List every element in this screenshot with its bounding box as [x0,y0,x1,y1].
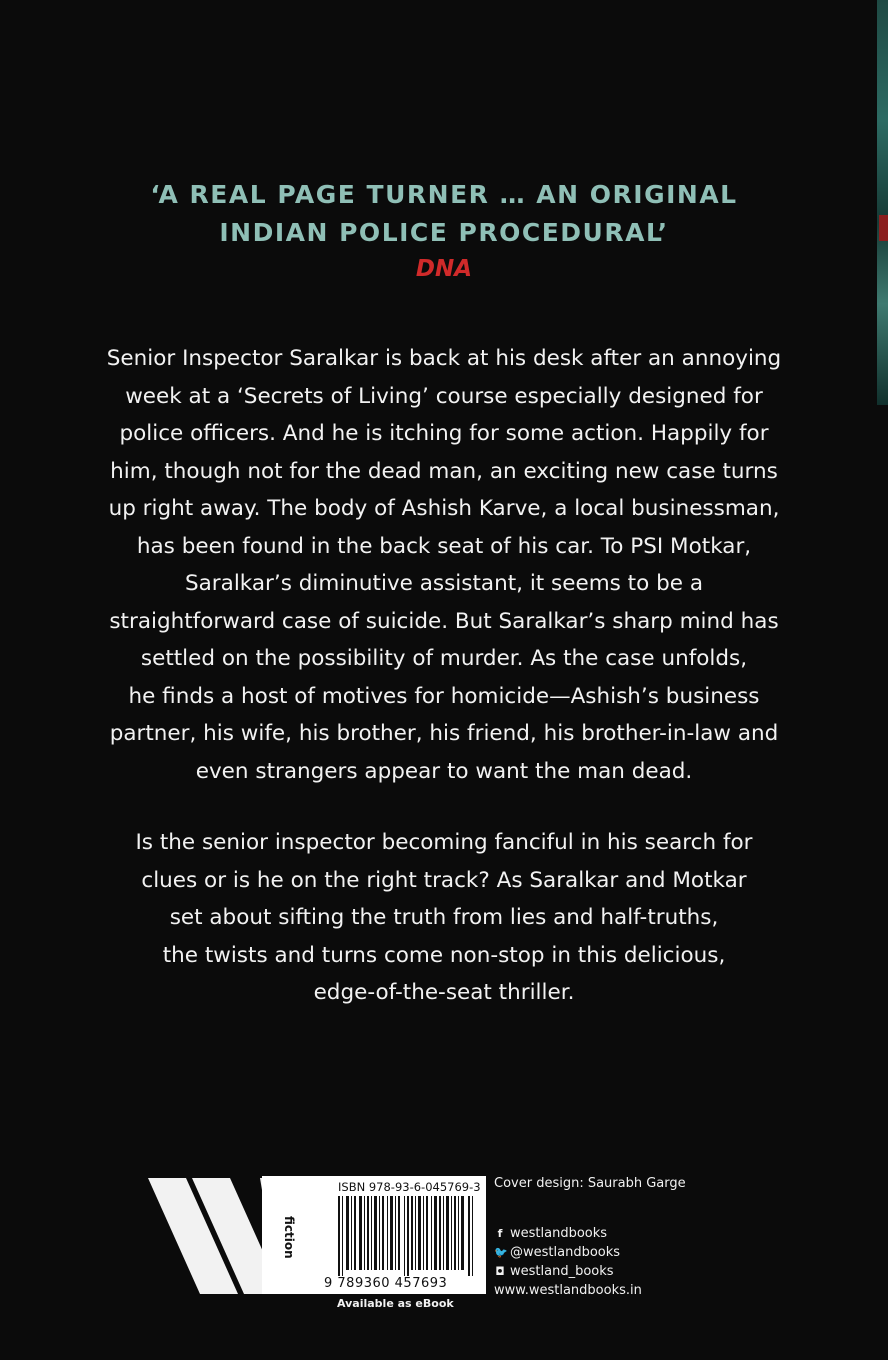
quote-source: DNA [415,256,473,282]
social-twitter [494,1243,642,1262]
blurb-line: Saralkar’s diminutive assistant, it seems to be a [184,571,703,596]
quote-line-1: ‘A REAL PAGE TURNER … AN ORIGINAL [150,180,738,209]
blurb-line: set about sifting the truth from lies and half-truths, [169,905,719,930]
ebook-note: Available as eBook [337,1297,454,1310]
blurb-paragraph-2 [60,824,828,1012]
social-links [494,1224,642,1300]
blurb-line: him, though not for the dead man, an exciting new case turns [110,458,778,484]
twitter-handle: @westlandbooks [510,1245,621,1260]
quote-line-2: INDIAN POLICE PROCEDURAL’ [219,218,669,247]
social-instagram [494,1262,642,1281]
blurb-line: Is the senior inspector becoming fanciful in his search for [135,830,753,855]
website-row [494,1281,642,1300]
isbn-digits: 9 789360 457693 [324,1276,448,1291]
review-quote [0,176,888,252]
blurb-paragraph-1 [60,340,828,790]
blurb-line: week at a ‘Secrets of Living’ course especially designed for [125,383,763,409]
blurb-line: Senior Inspector Saralkar is back at his desk after an annoying [106,346,782,371]
facebook-icon: f [497,1227,503,1240]
blurb-line: even strangers appear to want the man dead. [195,758,693,784]
blurb-line: the twists and turns come non-stop in this delicious, [162,942,726,968]
instagram-handle: westland_books [510,1264,614,1279]
isbn-label: ISBN 978-93-6-045769-3 [338,1180,481,1194]
barcode [338,1196,478,1276]
genre-label: fiction [282,1216,296,1259]
twitter-icon: 🐦 [494,1246,508,1259]
blurb-line: has been found in the back seat of his car. To PSI Motkar, [136,533,752,559]
blurb-line: settled on the possibility of murder. As the case unfolds, [140,646,748,671]
blurb-line: he finds a host of motives for homicide—Ashish’s business [128,683,760,709]
blurb-line: clues or is he on the right track? As Saralkar and Motkar [141,867,747,893]
instagram-icon: ◘ [495,1265,505,1278]
blurb-line: edge-of-the-seat thriller. [313,980,575,1005]
blurb-line: police officers. And he is itching for some action. Happily for [119,421,769,446]
facebook-handle: westlandbooks [510,1226,608,1241]
blurb-line: straightforward case of suicide. But Saralkar’s sharp mind has [109,608,779,634]
website-url: www.westlandbooks.in [494,1283,642,1298]
blurb-line: up right away. The body of Ashish Karve, a local businessman, [108,496,780,521]
blurb-line: partner, his wife, his brother, his friend, his brother-in-law and [109,721,779,746]
social-facebook [494,1224,642,1243]
cover-design-credit: Cover design: Saurabh Garge [494,1176,686,1191]
